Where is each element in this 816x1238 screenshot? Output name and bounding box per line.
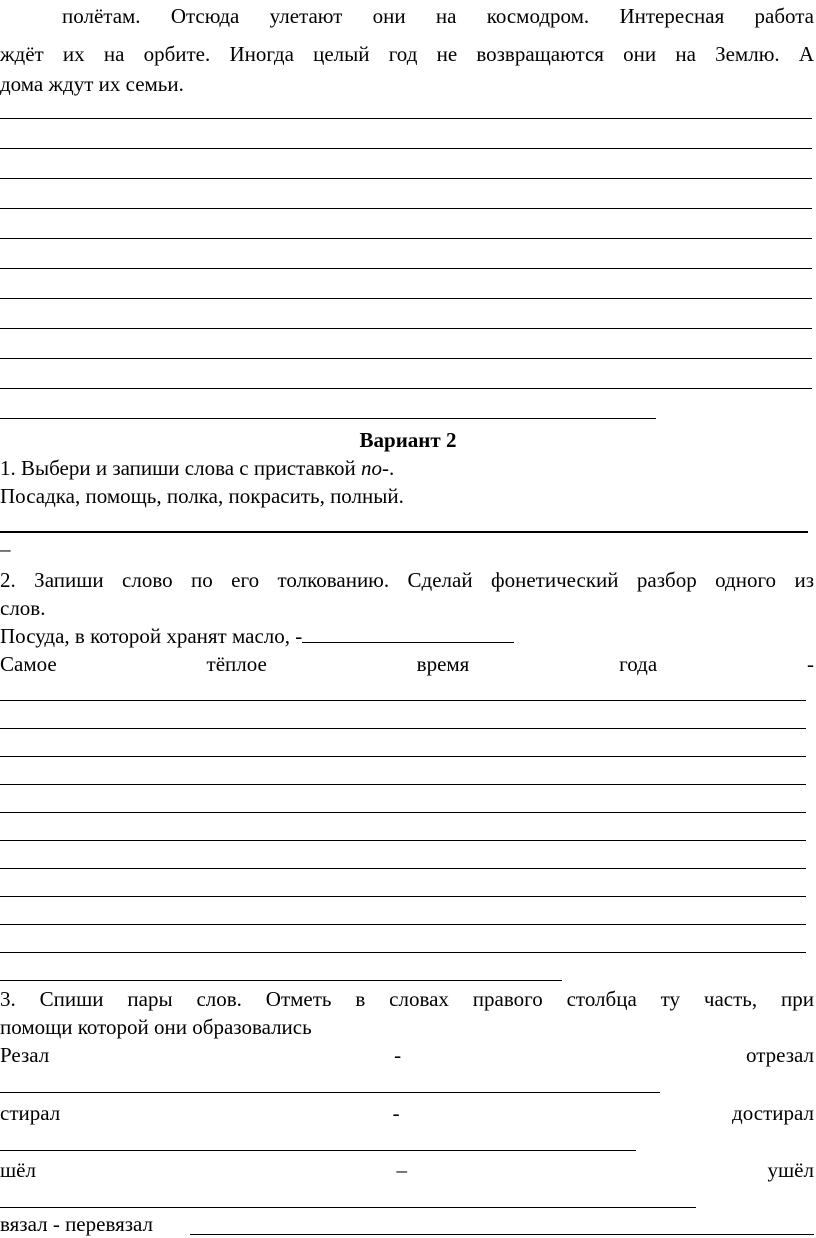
- task2-line-2: слов.: [0, 596, 46, 620]
- answer-line[interactable]: [0, 298, 812, 299]
- task2-word: тёплое: [206, 652, 267, 676]
- task3-pair-3: [0, 1156, 814, 1184]
- task1-instruction: [0, 454, 394, 482]
- answer-line[interactable]: [0, 700, 806, 701]
- task3-pair-1: [0, 1041, 814, 1069]
- task3-line-2: помощи которой они образовались: [0, 1015, 312, 1039]
- task3-pair-2: [0, 1099, 814, 1127]
- task1-answer-line[interactable]: [0, 531, 808, 533]
- answer-line[interactable]: [0, 840, 806, 841]
- answer-line[interactable]: [0, 952, 806, 953]
- answer-line[interactable]: [0, 358, 812, 359]
- pair-left: шёл: [0, 1158, 36, 1182]
- answer-line[interactable]: [0, 328, 812, 329]
- task2-word: -: [807, 652, 814, 676]
- task2-line-1: 2. Запиши слово по его толкованию. Сделай фонетический разбор одного из: [0, 568, 814, 592]
- task2-item-1-text: Посуда, в которой хранят масло, -: [0, 624, 303, 648]
- answer-line[interactable]: [0, 868, 806, 869]
- task2-item-1: [0, 622, 514, 650]
- last-pair-text: вязал - перевязал: [0, 1212, 154, 1236]
- answer-line[interactable]: [0, 784, 806, 785]
- task2-word: время: [416, 652, 470, 676]
- answer-line[interactable]: [0, 178, 812, 179]
- pair-3-answer-line[interactable]: [0, 1207, 696, 1208]
- variant-title: Вариант 2: [359, 428, 457, 452]
- pair-2-answer-line[interactable]: [0, 1150, 636, 1151]
- pair-right: ушёл: [767, 1158, 814, 1182]
- pair-right: отрезал: [745, 1043, 814, 1067]
- task1-dot: .: [388, 456, 395, 480]
- task1-words: Посадка, помощь, полка, покрасить, полный.: [0, 484, 404, 508]
- answer-line[interactable]: [0, 268, 812, 269]
- task1-text: 1. Выбери и запиши слова с приставкой: [0, 456, 361, 480]
- pair-right: достирал: [732, 1101, 814, 1125]
- task3-line-1: 3. Спиши пары слов. Отметь в словах правого столбца ту часть, при: [0, 987, 814, 1011]
- answer-line[interactable]: [0, 812, 806, 813]
- pair-dash: -: [394, 1043, 402, 1067]
- task3-last-pair: [0, 1210, 153, 1238]
- task1-stray-mark: _: [0, 530, 11, 554]
- task2-item-1-blank[interactable]: [302, 624, 514, 643]
- pair-left: стирал: [0, 1101, 61, 1125]
- answer-line[interactable]: [0, 980, 562, 981]
- answer-line[interactable]: [0, 756, 806, 757]
- intro-line-2: ждёт их на орбите. Иногда целый год не возвращаются они на Землю. А: [0, 42, 814, 66]
- task1-prefix-italic: по-: [360, 456, 389, 480]
- answer-line[interactable]: [0, 118, 812, 119]
- intro-line-1: полётам. Отсюда улетают они на космодром. Интересная работа: [62, 4, 814, 28]
- answer-line[interactable]: [0, 896, 806, 897]
- answer-line[interactable]: [0, 728, 806, 729]
- pair-dash: –: [396, 1158, 407, 1182]
- last-pair-answer-line[interactable]: [190, 1234, 814, 1235]
- task2-word: Самое: [0, 652, 57, 676]
- answer-line[interactable]: [0, 388, 812, 389]
- pair-dash: -: [392, 1101, 400, 1125]
- answer-line[interactable]: [0, 208, 812, 209]
- pair-left: Резал: [0, 1043, 50, 1067]
- answer-line[interactable]: [0, 148, 812, 149]
- answer-line[interactable]: [0, 924, 806, 925]
- intro-line-3: дома ждут их семьи.: [0, 72, 184, 96]
- task2-word: года: [619, 652, 658, 676]
- task2-item-2: [0, 650, 814, 678]
- answer-line[interactable]: [0, 418, 656, 419]
- pair-1-answer-line[interactable]: [0, 1092, 660, 1093]
- answer-line[interactable]: [0, 238, 812, 239]
